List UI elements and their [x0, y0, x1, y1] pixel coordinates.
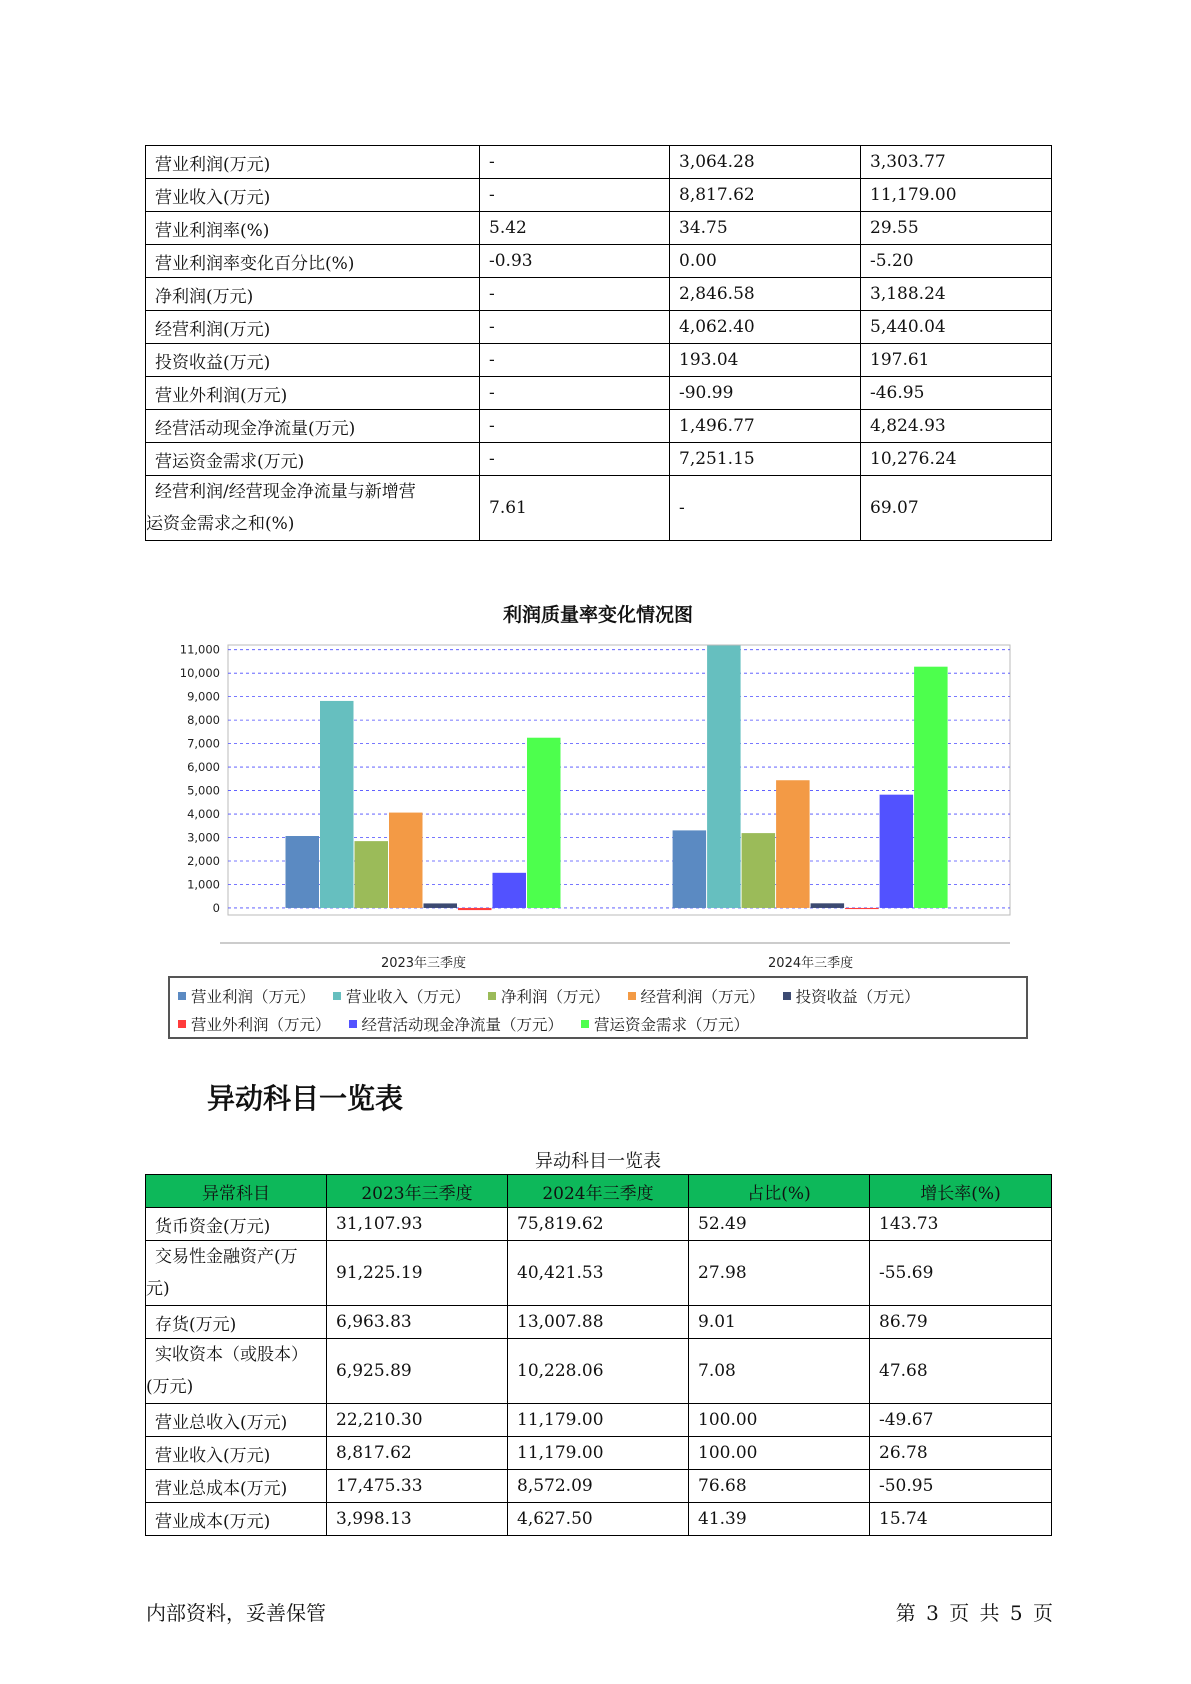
cell-value: 91,225.19: [327, 1241, 508, 1306]
cell-value: 9.01: [689, 1306, 870, 1339]
bar-3-1: [776, 780, 810, 908]
y-tick-label: 4,000: [187, 807, 220, 822]
row-label: 营运资金需求(万元): [146, 443, 480, 476]
cell-value: -: [480, 443, 670, 476]
bar-2-1: [742, 833, 776, 908]
legend-label: 投资收益（万元）: [795, 988, 920, 1006]
cell-value: 86.79: [870, 1306, 1052, 1339]
table-row: [146, 377, 1052, 410]
bar-4-1: [811, 903, 845, 908]
cell-value: -: [480, 377, 670, 410]
y-tick-label: 11,000: [179, 642, 220, 657]
bar-5-0: [458, 908, 492, 910]
table-row: [146, 179, 1052, 212]
cell-value: 15.74: [870, 1503, 1052, 1536]
bar-1-1: [707, 645, 741, 907]
table-row: [146, 1306, 1052, 1339]
cell-value: 8,817.62: [327, 1437, 508, 1470]
y-tick-label: 7,000: [187, 736, 220, 751]
cell-value: 7.08: [689, 1339, 870, 1404]
anomaly-table: [145, 1174, 1052, 1536]
table-caption: 异动科目一览表: [535, 1151, 661, 1172]
legend-label: 经营活动现金净流量（万元）: [361, 1016, 564, 1034]
cell-value: 40,421.53: [508, 1241, 689, 1306]
legend-item: [178, 1013, 331, 1035]
cell-value: -: [670, 476, 861, 541]
cell-value: 3,303.77: [861, 146, 1052, 179]
legend-swatch: [628, 992, 636, 1000]
cell-value: -90.99: [670, 377, 861, 410]
row-label: 货币资金(万元): [146, 1208, 327, 1241]
column-header: 占比(%): [689, 1175, 870, 1208]
row-label: 投资收益(万元): [146, 344, 480, 377]
y-tick-label: 1,000: [187, 877, 220, 892]
table-row: [146, 212, 1052, 245]
cell-value: -49.67: [870, 1404, 1052, 1437]
row-label: 营业利润率(%): [146, 212, 480, 245]
legend-item: [488, 985, 610, 1007]
row-label: [146, 1339, 327, 1404]
bar-3-0: [389, 813, 423, 908]
cell-value: 5.42: [480, 212, 670, 245]
cell-value: 6,963.83: [327, 1306, 508, 1339]
cell-value: 8,572.09: [508, 1470, 689, 1503]
legend-item: [783, 985, 920, 1007]
table-row: [146, 443, 1052, 476]
table-row: [146, 1208, 1052, 1241]
legend-swatch: [333, 992, 341, 1000]
column-header: 2024年三季度: [508, 1175, 689, 1208]
cell-value: 11,179.00: [861, 179, 1052, 212]
cell-value: -46.95: [861, 377, 1052, 410]
row-label: 营业利润(万元): [146, 146, 480, 179]
bar-4-0: [424, 903, 458, 908]
footer-note: 内部资料，妥善保管: [146, 1601, 326, 1625]
row-label: 经营活动现金净流量(万元): [146, 410, 480, 443]
chart-legend: [168, 976, 1028, 1039]
cell-value: 10,276.24: [861, 443, 1052, 476]
cell-value: 193.04: [670, 344, 861, 377]
table-row: [146, 1470, 1052, 1503]
x-tick-label: 2024年三季度: [768, 956, 854, 970]
legend-label: 经营利润（万元）: [640, 988, 765, 1006]
column-header: 异常科目: [146, 1175, 327, 1208]
legend-swatch: [783, 992, 791, 1000]
bar-chart: [160, 635, 1020, 970]
page-number: 第 3 页 共 5 页: [895, 1601, 1053, 1625]
legend-swatch: [178, 1020, 186, 1028]
table-row: [146, 1241, 1052, 1306]
cell-value: 29.55: [861, 212, 1052, 245]
cell-value: -: [480, 311, 670, 344]
cell-value: 6,925.89: [327, 1339, 508, 1404]
row-label: 净利润(万元): [146, 278, 480, 311]
legend-item: [628, 985, 765, 1007]
row-label: 经营利润(万元): [146, 311, 480, 344]
legend-swatch: [349, 1020, 357, 1028]
cell-value: 13,007.88: [508, 1306, 689, 1339]
legend-label: 营业收入（万元）: [346, 988, 471, 1006]
table-row: [146, 410, 1052, 443]
bar-5-1: [845, 908, 879, 909]
legend-swatch: [581, 1020, 589, 1028]
table-header-row: [146, 1175, 1052, 1208]
cell-value: 8,817.62: [670, 179, 861, 212]
bar-0-0: [286, 836, 320, 908]
row-label-line1: 交易性金融资产(万: [155, 1247, 298, 1267]
table-row: [146, 278, 1052, 311]
table-row: [146, 1339, 1052, 1404]
cell-value: 11,179.00: [508, 1437, 689, 1470]
legend-item: [581, 1013, 749, 1035]
cell-value: 3,188.24: [861, 278, 1052, 311]
cell-value: 100.00: [689, 1437, 870, 1470]
cell-value: -: [480, 179, 670, 212]
table-row: [146, 1503, 1052, 1536]
bar-7-0: [527, 738, 561, 908]
cell-value: 2,846.58: [670, 278, 861, 311]
cell-value: 11,179.00: [508, 1404, 689, 1437]
legend-row: [178, 982, 1018, 1010]
row-label-line2: 元): [146, 1279, 170, 1299]
cell-value: 27.98: [689, 1241, 870, 1306]
cell-value: 5,440.04: [861, 311, 1052, 344]
table-row: [146, 1437, 1052, 1470]
row-label: 营业收入(万元): [146, 179, 480, 212]
cell-value: 41.39: [689, 1503, 870, 1536]
cell-value: 10,228.06: [508, 1339, 689, 1404]
bar-6-1: [880, 795, 914, 908]
cell-value: 47.68: [870, 1339, 1052, 1404]
cell-value: 26.78: [870, 1437, 1052, 1470]
cell-value: 3,064.28: [670, 146, 861, 179]
cell-value: 17,475.33: [327, 1470, 508, 1503]
legend-label: 营业外利润（万元）: [191, 1016, 331, 1034]
table-row: [146, 1404, 1052, 1437]
cell-value: 4,062.40: [670, 311, 861, 344]
x-tick-label: 2023年三季度: [380, 956, 467, 970]
cell-value: 76.68: [689, 1470, 870, 1503]
chart-title: 利润质量率变化情况图: [502, 604, 693, 626]
cell-value: 22,210.30: [327, 1404, 508, 1437]
legend-swatch: [488, 992, 496, 1000]
cell-value: 52.49: [689, 1208, 870, 1241]
legend-item: [349, 1013, 564, 1035]
cell-value: -: [480, 344, 670, 377]
cell-value: -50.95: [870, 1470, 1052, 1503]
row-label-line1: 实收资本（或股本）: [155, 1345, 308, 1365]
cell-value: 34.75: [670, 212, 861, 245]
legend-item: [178, 985, 315, 1007]
cell-value: -5.20: [861, 245, 1052, 278]
y-tick-label: 2,000: [187, 854, 220, 868]
y-tick-label: 8,000: [187, 713, 220, 728]
bar-7-1: [914, 667, 948, 908]
cell-value: 197.61: [861, 344, 1052, 377]
cell-value: 4,824.93: [861, 410, 1052, 443]
cell-value: 1,496.77: [670, 410, 861, 443]
cell-value: 69.07: [861, 476, 1052, 541]
row-label: 营业成本(万元): [146, 1503, 327, 1536]
profit-indicators-table: [145, 145, 1052, 541]
row-label: 营业收入(万元): [146, 1437, 327, 1470]
y-tick-label: 3,000: [187, 830, 220, 845]
row-label: 营业外利润(万元): [146, 377, 480, 410]
cell-value: -: [480, 146, 670, 179]
table-row: [146, 245, 1052, 278]
cell-value: 100.00: [689, 1404, 870, 1437]
bar-2-0: [355, 841, 389, 908]
column-header: 2023年三季度: [327, 1175, 508, 1208]
cell-value: 75,819.62: [508, 1208, 689, 1241]
bar-1-0: [320, 701, 354, 908]
cell-value: 4,627.50: [508, 1503, 689, 1536]
y-tick-label: 6,000: [187, 760, 220, 775]
cell-value: 0.00: [670, 245, 861, 278]
table-row: [146, 344, 1052, 377]
y-tick-label: 10,000: [179, 666, 220, 681]
row-label: 营业利润率变化百分比(%): [146, 245, 480, 278]
cell-value: 143.73: [870, 1208, 1052, 1241]
row-label: 营业总收入(万元): [146, 1404, 327, 1437]
y-tick-label: 5,000: [187, 783, 220, 798]
cell-value: 7,251.15: [670, 443, 861, 476]
table-row: [146, 146, 1052, 179]
bar-6-0: [493, 873, 527, 908]
legend-label: 营业利润（万元）: [191, 988, 316, 1006]
legend-item: [333, 985, 470, 1007]
cell-value: 7.61: [480, 476, 670, 541]
cell-value: 3,998.13: [327, 1503, 508, 1536]
column-header: 增长率(%): [870, 1175, 1052, 1208]
row-label: [146, 476, 480, 541]
table-row: [146, 476, 1052, 541]
table-row: [146, 311, 1052, 344]
row-label-line2: 运资金需求之和(%): [146, 514, 295, 534]
cell-value: -: [480, 278, 670, 311]
section-heading: 异动科目一览表: [207, 1082, 404, 1115]
row-label: 存货(万元): [146, 1306, 327, 1339]
bar-0-1: [673, 830, 707, 908]
row-label: 营业总成本(万元): [146, 1470, 327, 1503]
cell-value: 31,107.93: [327, 1208, 508, 1241]
cell-value: -: [480, 410, 670, 443]
row-label-line1: 经营利润/经营现金净流量与新增营: [155, 482, 416, 502]
legend-label: 营运资金需求（万元）: [594, 1016, 750, 1034]
row-label-line2: (万元): [146, 1377, 194, 1397]
cell-value: -55.69: [870, 1241, 1052, 1306]
legend-swatch: [178, 992, 186, 1000]
legend-row: [178, 1010, 1018, 1038]
legend-label: 净利润（万元）: [501, 988, 610, 1006]
row-label: [146, 1241, 327, 1306]
y-tick-label: 9,000: [187, 689, 220, 704]
cell-value: -0.93: [480, 245, 670, 278]
y-tick-label: 0: [212, 900, 220, 915]
